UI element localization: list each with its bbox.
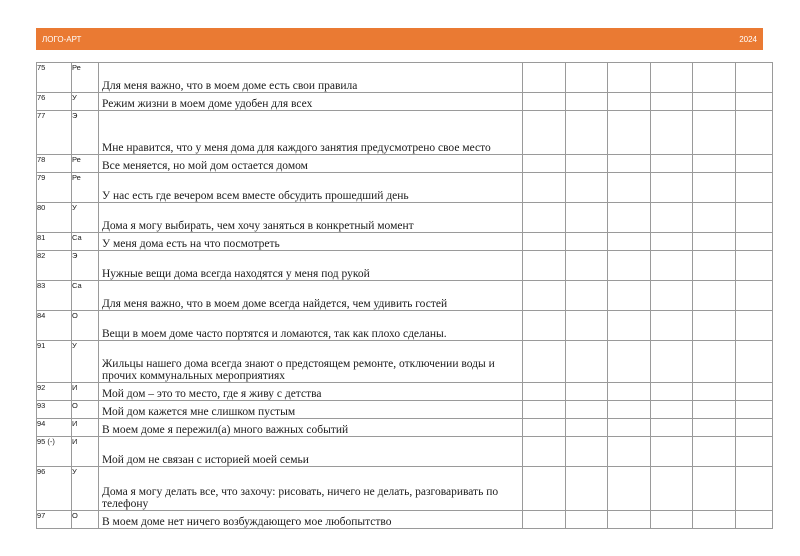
answer-cell[interactable]: [523, 93, 566, 111]
item-number: 77: [37, 111, 72, 155]
statement-text: У нас есть где вечером всем вместе обсудить прошедший день: [102, 190, 409, 202]
table-row: [37, 281, 773, 311]
item-number: 76: [37, 93, 72, 111]
table-row: [37, 383, 773, 401]
table-row: [37, 251, 773, 281]
scale-code: Э: [72, 251, 99, 281]
answer-cell[interactable]: [566, 203, 608, 233]
answer-cell[interactable]: [736, 93, 773, 111]
scale-code: Ре: [72, 63, 99, 93]
answer-cell[interactable]: [608, 63, 651, 93]
answer-cell[interactable]: [523, 383, 566, 401]
table-row: [37, 437, 773, 467]
answer-cell[interactable]: [651, 437, 693, 467]
answer-cell[interactable]: [608, 383, 651, 401]
answer-cell[interactable]: [608, 93, 651, 111]
scale-code: У: [72, 341, 99, 383]
answer-cell[interactable]: [608, 251, 651, 281]
answer-cell[interactable]: [693, 467, 736, 511]
answer-cell[interactable]: [693, 341, 736, 383]
answer-cell[interactable]: [693, 511, 736, 529]
scale-code: О: [72, 401, 99, 419]
statement-cell: [99, 419, 523, 437]
answer-cell[interactable]: [523, 203, 566, 233]
statement-cell: [99, 111, 523, 155]
answer-cell[interactable]: [651, 341, 693, 383]
answer-cell[interactable]: [523, 341, 566, 383]
statement-text: Для меня важно, что в моем доме всегда найдется, чем удивить гостей: [102, 298, 448, 310]
answer-cell[interactable]: [608, 311, 651, 341]
statement-cell: [99, 281, 523, 311]
item-number: 96: [37, 467, 72, 511]
answer-cell[interactable]: [651, 419, 693, 437]
answer-cell[interactable]: [651, 383, 693, 401]
answer-cell[interactable]: [523, 111, 566, 155]
answer-cell[interactable]: [566, 93, 608, 111]
answer-cell[interactable]: [523, 63, 566, 93]
statement-text: В моем доме я пережил(а) много важных событий: [102, 424, 349, 436]
answer-cell[interactable]: [693, 93, 736, 111]
table-row: [37, 111, 773, 155]
answer-cell[interactable]: [651, 111, 693, 155]
answer-cell[interactable]: [736, 203, 773, 233]
item-number: 79: [37, 173, 72, 203]
answer-cell[interactable]: [523, 467, 566, 511]
statement-cell: [99, 383, 523, 401]
table-row: [37, 511, 773, 529]
answer-cell[interactable]: [608, 419, 651, 437]
statement-cell: [99, 173, 523, 203]
statement-cell: [99, 467, 523, 511]
item-number: 93: [37, 401, 72, 419]
answer-cell[interactable]: [736, 251, 773, 281]
item-number: 83: [37, 281, 72, 311]
answer-cell[interactable]: [566, 251, 608, 281]
answer-cell[interactable]: [651, 511, 693, 529]
answer-cell[interactable]: [608, 111, 651, 155]
scale-code: Са: [72, 233, 99, 251]
answer-cell[interactable]: [566, 437, 608, 467]
item-number: 75: [37, 63, 72, 93]
scale-code: У: [72, 203, 99, 233]
statement-cell: [99, 341, 523, 383]
table-row: [37, 173, 773, 203]
answer-cell[interactable]: [523, 401, 566, 419]
statement-cell: [99, 311, 523, 341]
answer-cell[interactable]: [566, 281, 608, 311]
answer-cell[interactable]: [651, 281, 693, 311]
answer-cell[interactable]: [651, 251, 693, 281]
answer-cell[interactable]: [608, 281, 651, 311]
answer-cell[interactable]: [566, 155, 608, 173]
scale-code: Ре: [72, 155, 99, 173]
answer-cell[interactable]: [736, 311, 773, 341]
answer-cell[interactable]: [566, 233, 608, 251]
answer-cell[interactable]: [523, 281, 566, 311]
statement-text: Жильцы нашего дома всегда знают о предстоящем ремонте, отключении воды и прочих коммунальных мероприятиях: [102, 358, 495, 382]
table-row: [37, 401, 773, 419]
statement-text: Режим жизни в моем доме удобен для всех: [102, 98, 313, 110]
statement-text: Мой дом кажется мне слишком пустым: [102, 406, 296, 418]
scale-code: У: [72, 467, 99, 511]
scale-code: И: [72, 437, 99, 467]
answer-cell[interactable]: [608, 203, 651, 233]
answer-cell[interactable]: [736, 437, 773, 467]
statement-text: Мне нравится, что у меня дома для каждого занятия предусмотрено свое место: [102, 142, 491, 154]
questionnaire-table: [36, 62, 773, 529]
answer-cell[interactable]: [651, 401, 693, 419]
answer-cell[interactable]: [693, 63, 736, 93]
answer-cell[interactable]: [608, 511, 651, 529]
statement-cell: [99, 233, 523, 251]
answer-cell[interactable]: [736, 341, 773, 383]
item-number: 97: [37, 511, 72, 529]
answer-cell[interactable]: [693, 233, 736, 251]
item-number: 84: [37, 311, 72, 341]
answer-cell[interactable]: [693, 437, 736, 467]
scale-code: И: [72, 419, 99, 437]
answer-cell[interactable]: [608, 233, 651, 251]
statement-cell: [99, 203, 523, 233]
answer-cell[interactable]: [736, 419, 773, 437]
statement-text: У меня дома есть на что посмотреть: [102, 238, 280, 250]
answer-cell[interactable]: [736, 467, 773, 511]
scale-code: У: [72, 93, 99, 111]
answer-cell[interactable]: [523, 155, 566, 173]
answer-cell[interactable]: [566, 419, 608, 437]
header-bar: [36, 28, 763, 50]
answer-cell[interactable]: [651, 233, 693, 251]
answer-cell[interactable]: [566, 63, 608, 93]
answer-cell[interactable]: [523, 437, 566, 467]
statement-cell: [99, 511, 523, 529]
table-row: [37, 467, 773, 511]
answer-cell[interactable]: [736, 281, 773, 311]
answer-cell[interactable]: [566, 511, 608, 529]
answer-cell[interactable]: [523, 311, 566, 341]
answer-cell[interactable]: [693, 251, 736, 281]
statement-text: В моем доме нет ничего возбуждающего мое любопытство: [102, 516, 392, 528]
item-number: 80: [37, 203, 72, 233]
answer-cell[interactable]: [566, 341, 608, 383]
statement-cell: [99, 437, 523, 467]
item-number: 95 (-): [37, 437, 72, 467]
answer-cell[interactable]: [693, 401, 736, 419]
item-number: 91: [37, 341, 72, 383]
brand-label: ЛОГО-АРТ: [42, 34, 82, 44]
item-number: 94: [37, 419, 72, 437]
answer-cell[interactable]: [693, 311, 736, 341]
answer-cell[interactable]: [566, 467, 608, 511]
answer-cell[interactable]: [608, 341, 651, 383]
statement-cell: [99, 63, 523, 93]
answer-cell[interactable]: [608, 467, 651, 511]
answer-cell[interactable]: [693, 383, 736, 401]
answer-cell[interactable]: [523, 419, 566, 437]
answer-cell[interactable]: [523, 173, 566, 203]
answer-cell[interactable]: [736, 383, 773, 401]
statement-cell: [99, 401, 523, 419]
answer-cell[interactable]: [608, 437, 651, 467]
answer-cell[interactable]: [693, 173, 736, 203]
answer-cell[interactable]: [523, 511, 566, 529]
answer-cell[interactable]: [736, 155, 773, 173]
statement-text: Для меня важно, что в моем доме есть свои правила: [102, 80, 358, 92]
statement-text: Дома я могу выбирать, чем хочу заняться в конкретный момент: [102, 220, 414, 232]
scale-code: О: [72, 311, 99, 341]
answer-cell[interactable]: [693, 419, 736, 437]
answer-cell[interactable]: [608, 173, 651, 203]
answer-cell[interactable]: [566, 111, 608, 155]
answer-cell[interactable]: [566, 173, 608, 203]
answer-cell[interactable]: [736, 233, 773, 251]
answer-cell[interactable]: [651, 203, 693, 233]
statement-text: Мой дом не связан с историей моей семьи: [102, 454, 309, 466]
answer-cell[interactable]: [693, 155, 736, 173]
table-row: [37, 419, 773, 437]
answer-cell[interactable]: [651, 93, 693, 111]
table-row: [37, 311, 773, 341]
table-row: [37, 203, 773, 233]
scale-code: Са: [72, 281, 99, 311]
table-row: [37, 93, 773, 111]
table-row: [37, 63, 773, 93]
answer-cell[interactable]: [736, 173, 773, 203]
answer-cell[interactable]: [651, 155, 693, 173]
scale-code: Э: [72, 111, 99, 155]
statement-cell: [99, 251, 523, 281]
answer-cell[interactable]: [693, 111, 736, 155]
answer-cell[interactable]: [608, 155, 651, 173]
statement-text: Все меняется, но мой дом остается домом: [102, 160, 308, 172]
answer-cell[interactable]: [566, 383, 608, 401]
answer-cell[interactable]: [651, 467, 693, 511]
statement-text: Мой дом – это то место, где я живу с детства: [102, 388, 322, 400]
statement-text: Дома я могу делать все, что захочу: рисовать, ничего не делать, разговаривать по телефону: [102, 486, 499, 510]
answer-cell[interactable]: [523, 251, 566, 281]
answer-cell[interactable]: [523, 233, 566, 251]
item-number: 82: [37, 251, 72, 281]
scale-code: О: [72, 511, 99, 529]
answer-cell[interactable]: [651, 63, 693, 93]
answer-cell[interactable]: [608, 401, 651, 419]
statement-text: Вещи в моем доме часто портятся и ломаются, так как плохо сделаны.: [102, 328, 447, 340]
statement-cell: [99, 93, 523, 111]
answer-cell[interactable]: [566, 311, 608, 341]
statement-cell: [99, 155, 523, 173]
answer-cell[interactable]: [736, 63, 773, 93]
answer-cell[interactable]: [736, 111, 773, 155]
answer-cell[interactable]: [736, 401, 773, 419]
table-row: [37, 341, 773, 383]
table-row: [37, 155, 773, 173]
answer-cell[interactable]: [566, 401, 608, 419]
year-label: 2024: [739, 34, 757, 44]
answer-cell[interactable]: [693, 281, 736, 311]
answer-cell[interactable]: [736, 511, 773, 529]
item-number: 78: [37, 155, 72, 173]
table-row: [37, 233, 773, 251]
answer-cell[interactable]: [651, 173, 693, 203]
item-number: 92: [37, 383, 72, 401]
item-number: 81: [37, 233, 72, 251]
scale-code: И: [72, 383, 99, 401]
statement-text: Нужные вещи дома всегда находятся у меня под рукой: [102, 268, 370, 280]
answer-cell[interactable]: [693, 203, 736, 233]
answer-cell[interactable]: [651, 311, 693, 341]
scale-code: Ре: [72, 173, 99, 203]
